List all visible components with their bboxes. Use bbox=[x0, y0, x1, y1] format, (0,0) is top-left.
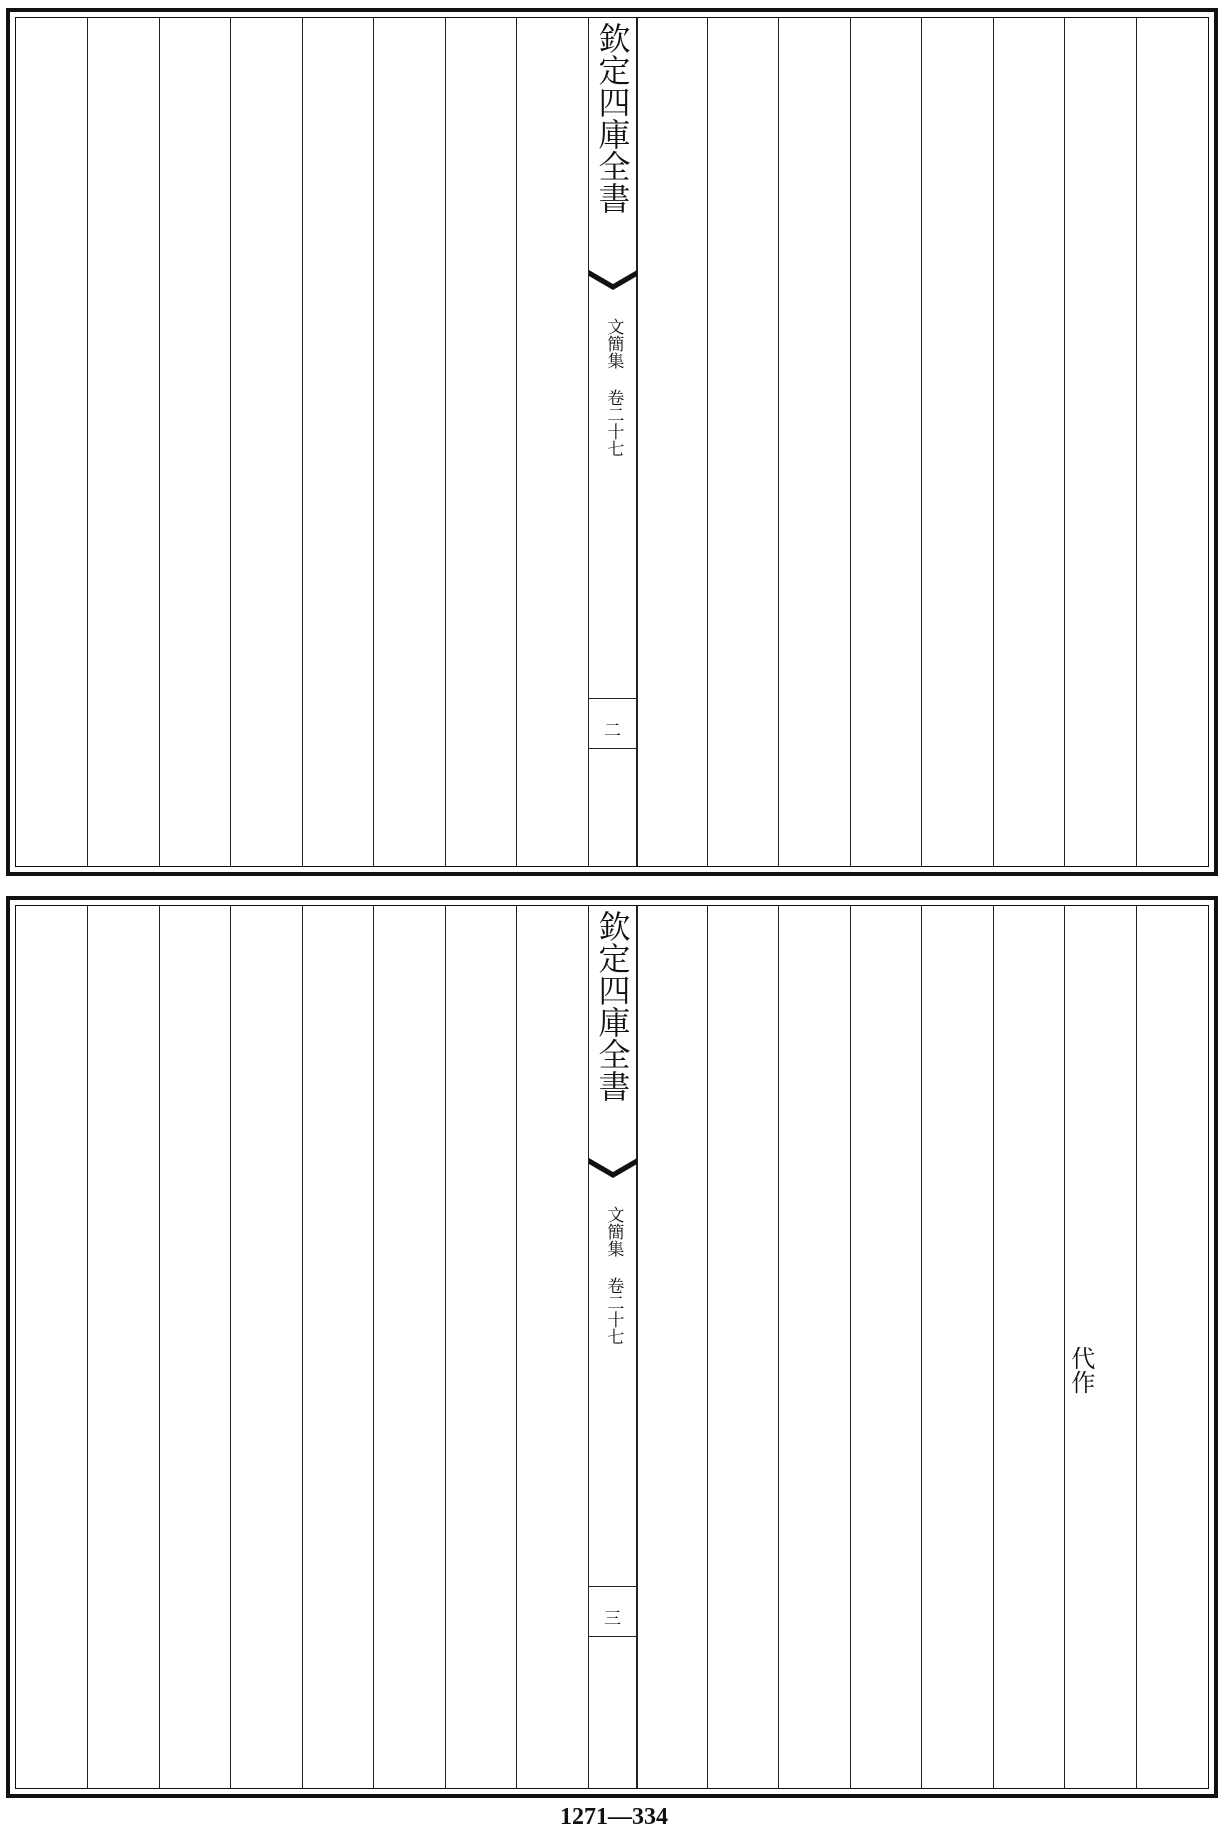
column-rule bbox=[921, 18, 922, 866]
text-column bbox=[1136, 18, 1207, 866]
column-rule bbox=[1064, 18, 1065, 866]
text-column bbox=[302, 18, 373, 866]
column-rule bbox=[159, 906, 160, 1788]
text-column bbox=[373, 906, 444, 1788]
text-column bbox=[230, 906, 301, 1788]
title-note: 代作 bbox=[1066, 1346, 1095, 1394]
text-column bbox=[707, 18, 778, 866]
gutter-rule bbox=[589, 698, 637, 699]
column-rule bbox=[445, 906, 446, 1788]
column-rule bbox=[230, 18, 231, 866]
column-rule bbox=[516, 18, 517, 866]
bottom-page-frame bbox=[6, 896, 1218, 1798]
text-column bbox=[921, 906, 992, 1788]
column-rule bbox=[445, 18, 446, 866]
column-rule bbox=[921, 906, 922, 1788]
text-column bbox=[778, 18, 849, 866]
column-rule bbox=[707, 18, 708, 866]
column-rule bbox=[778, 18, 779, 866]
text-column bbox=[921, 18, 992, 866]
column-rule bbox=[516, 906, 517, 1788]
column-rule bbox=[373, 18, 374, 866]
top-page-inner-border bbox=[15, 17, 1209, 867]
column-rule bbox=[993, 906, 994, 1788]
center-gutter bbox=[588, 18, 638, 866]
column-rule bbox=[993, 18, 994, 866]
column-rule bbox=[302, 906, 303, 1788]
bottom-page-inner-border bbox=[15, 905, 1209, 1789]
text-column bbox=[16, 18, 87, 866]
text-column bbox=[993, 18, 1064, 866]
center-gutter bbox=[588, 906, 638, 1788]
text-column bbox=[1064, 18, 1135, 866]
gutter-rule bbox=[589, 748, 637, 749]
text-column bbox=[850, 18, 921, 866]
text-column bbox=[230, 18, 301, 866]
text-column bbox=[445, 906, 516, 1788]
text-column bbox=[1136, 906, 1207, 1788]
text-column bbox=[445, 18, 516, 866]
volume-label: 文簡集 卷二十七 bbox=[603, 318, 624, 457]
gutter-rule bbox=[589, 1586, 637, 1587]
text-column bbox=[993, 906, 1064, 1788]
text-column bbox=[159, 18, 230, 866]
text-column bbox=[159, 906, 230, 1788]
text-column bbox=[302, 906, 373, 1788]
column-rule bbox=[1136, 906, 1137, 1788]
column-rule bbox=[159, 18, 160, 866]
page-number: 三 bbox=[604, 1609, 621, 1629]
column-rule bbox=[778, 906, 779, 1788]
column-rule bbox=[87, 18, 88, 866]
column-rule bbox=[707, 906, 708, 1788]
page-footer-number: 1271—334 bbox=[560, 1804, 668, 1830]
text-column bbox=[516, 906, 587, 1788]
fishtail-mark-icon bbox=[589, 270, 637, 290]
top-page-frame bbox=[6, 8, 1218, 876]
text-column bbox=[1064, 906, 1135, 1788]
text-column bbox=[87, 18, 158, 866]
column-rule bbox=[850, 18, 851, 866]
page-number: 二 bbox=[604, 721, 621, 741]
column-rule bbox=[373, 906, 374, 1788]
fishtail-mark-icon bbox=[589, 1158, 637, 1178]
column-rule bbox=[230, 906, 231, 1788]
book-title: 欽定四庫全書 bbox=[593, 22, 632, 214]
column-rule bbox=[850, 906, 851, 1788]
column-rule bbox=[1136, 18, 1137, 866]
text-column bbox=[516, 18, 587, 866]
column-rule bbox=[87, 906, 88, 1788]
text-column bbox=[16, 906, 87, 1788]
text-column bbox=[636, 906, 707, 1788]
text-column bbox=[636, 18, 707, 866]
column-rule bbox=[302, 18, 303, 866]
text-column bbox=[87, 906, 158, 1788]
book-title: 欽定四庫全書 bbox=[593, 910, 632, 1102]
text-column bbox=[778, 906, 849, 1788]
volume-label: 文簡集 卷二十七 bbox=[603, 1206, 624, 1345]
text-column bbox=[373, 18, 444, 866]
gutter-rule bbox=[589, 1636, 637, 1637]
text-column bbox=[707, 906, 778, 1788]
text-column bbox=[850, 906, 921, 1788]
